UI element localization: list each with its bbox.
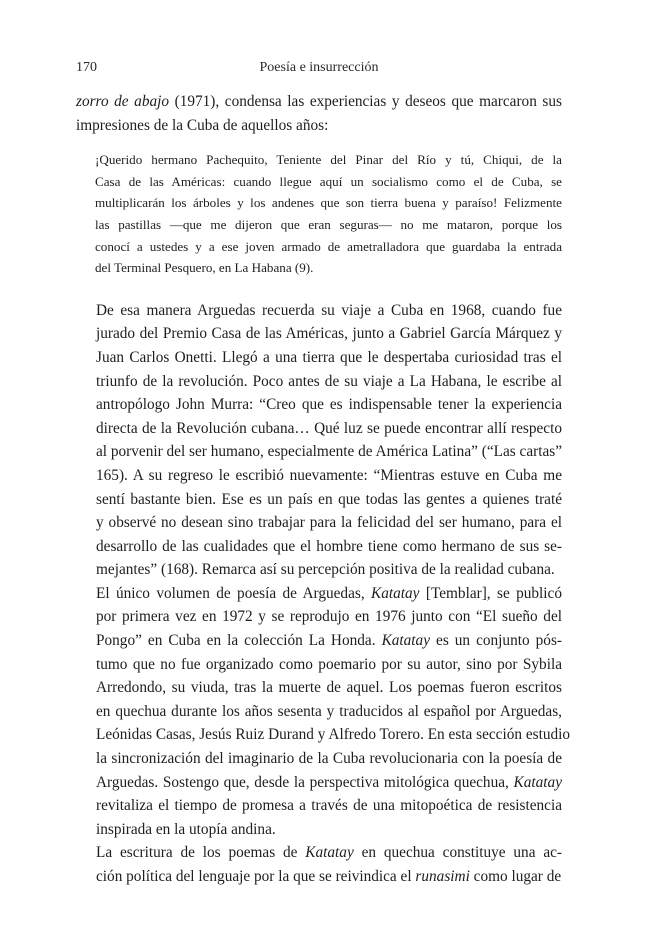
page-header — [76, 60, 562, 80]
text-line — [76, 393, 562, 417]
text-line — [76, 535, 562, 559]
text-run: como lugar de — [469, 868, 562, 885]
text-run: en quechua constituye una ac- — [353, 844, 562, 862]
running-title: Poesía e insurrección — [259, 60, 379, 75]
text-run: El único volumen de poesía de Arguedas, — [96, 584, 372, 602]
text-run: 165). A su regreso le escribió nuevamente: “Mientras estuve en Cuba me — [96, 466, 562, 484]
text-line — [95, 171, 562, 193]
page-number: 170 — [76, 60, 97, 75]
text-line — [76, 629, 562, 653]
text-line — [76, 700, 562, 724]
text-run: sentí bastante bien. Ese es un país en que todas las gentes a quienes traté — [96, 490, 562, 508]
text-run: desarrollo de las cualidades que el hombre tiene como hermano de sus se- — [96, 537, 562, 555]
italic-text: Katatay — [305, 844, 354, 862]
text-line — [76, 771, 562, 795]
text-run: [Temblar], se publicó — [419, 584, 562, 602]
text-line — [76, 676, 562, 700]
text-run: (1971), condensa las experiencias y deseos que marcaron sus — [169, 93, 562, 110]
text-run: inspirada en la utopía andina. — [96, 820, 276, 838]
text-run: y observé no desean sino trabajar para la felicidad del ser humano, para el — [96, 514, 562, 532]
text-run: jurado del Premio Casa de las Américas, junto a Gabriel García Márquez y — [96, 325, 562, 343]
text-line — [76, 90, 562, 114]
text-run: Casa de las Américas: cuando llegue aquí un socialismo como el de Cuba, se — [95, 173, 562, 189]
text-run: La escritura de los poemas de — [96, 844, 306, 862]
text-line — [76, 299, 562, 323]
text-line — [95, 214, 562, 236]
text-line — [95, 257, 562, 279]
text-run: al porvenir del ser humano, especialmente de América Latina” (“Las cartas” — [96, 443, 562, 461]
italic-text: zorro de abajo — [76, 93, 170, 110]
text-line — [76, 605, 562, 629]
text-run: directa de la Revolución cubana… Qué luz se puede encontrar allí respecto — [96, 419, 562, 437]
text-line — [95, 192, 562, 214]
paragraph — [76, 841, 562, 888]
text-run: revitaliza el tiempo de promesa a través de una mitopoética de resistencia — [96, 797, 562, 815]
text-line — [76, 322, 562, 346]
paragraph — [76, 299, 562, 582]
body-text — [76, 90, 571, 889]
text-run: antropólogo John Murra: “Creo que es indispensable tener la experiencia — [96, 396, 562, 414]
text-run: impresiones de la Cuba de aquellos años: — [76, 116, 329, 134]
text-line — [76, 794, 562, 818]
text-run: Leónidas Casas, Jesús Ruiz Durand y Alfredo Torero. En esta sección estudio — [96, 726, 571, 744]
text-run: las pastillas —que me dijeron que eran seguras— no me mataron, porque los — [95, 216, 562, 232]
text-run: De esa manera Arguedas recuerda su viaje a Cuba en 1968, cuando fue — [96, 301, 562, 319]
text-run: triunfo de la revolución. Poco antes de su viaje a La Habana, le escribe al — [96, 372, 562, 390]
text-line — [76, 464, 562, 488]
text-run: en quechua durante los años sesenta y traducidos al español por Arguedas, — [96, 702, 562, 720]
text-line — [76, 747, 562, 771]
text-run: del Terminal Pesquero, en La Habana (9). — [95, 260, 314, 276]
text-line — [76, 370, 562, 394]
text-line — [76, 818, 562, 842]
paragraph — [76, 582, 571, 842]
text-run: Pongo” en Cuba en la colección La Honda. — [96, 632, 382, 650]
text-run: ¡Querido hermano Pachequito, Teniente del Pinar del Río y tú, Chiqui, de la — [95, 152, 562, 168]
text-line — [76, 346, 562, 370]
text-line — [76, 511, 562, 535]
text-run: Arredondo, su viuda, tras la muerte de aquel. Los poemas fueron escritos — [96, 679, 562, 697]
text-line — [76, 582, 562, 606]
italic-text: Katatay — [371, 584, 420, 602]
text-run: mejantes” (168). Remarca así su percepción positiva de la realidad cubana. — [96, 561, 555, 579]
text-run: multiplicarán los árboles y los andenes que son tierra buena y paraíso! Felizmente — [95, 195, 562, 211]
text-line — [76, 653, 562, 677]
text-run: tumo que no fue organizado como poemario por su autor, sino por Sybila — [96, 655, 562, 673]
text-run: conocí a ustedes y a ese joven armado de ametralladora que guardaba la entrada — [95, 238, 562, 254]
text-line — [76, 114, 562, 138]
text-line — [76, 558, 562, 582]
italic-text: runasimi — [415, 868, 470, 885]
italic-text: Katatay — [381, 632, 431, 650]
text-line — [76, 865, 562, 889]
text-run: la sincronización del imaginario de la Cuba revolucionaria con la poesía de — [96, 750, 562, 768]
text-run: por primera vez en 1972 y se reprodujo en 1976 junto con “El sueño del — [96, 608, 562, 626]
text-line — [76, 723, 571, 747]
text-run: Arguedas. Sostengo que, desde la perspectiva mitológica quechua, — [96, 773, 514, 791]
italic-text: Katatay — [513, 773, 562, 791]
text-line — [76, 841, 562, 865]
text-line — [76, 440, 562, 464]
text-run: es un conjunto pós- — [430, 632, 562, 650]
text-line — [95, 149, 562, 171]
paragraph — [76, 90, 562, 137]
text-line — [76, 488, 562, 512]
text-line — [76, 417, 562, 441]
text-line — [95, 236, 562, 258]
text-run: Juan Carlos Onetti. Llegó a una tierra que le despertaba curiosidad tras el — [96, 348, 562, 366]
text-run: ción política del lenguaje por la que se reivindica el — [96, 868, 416, 885]
block-quote — [95, 149, 562, 279]
